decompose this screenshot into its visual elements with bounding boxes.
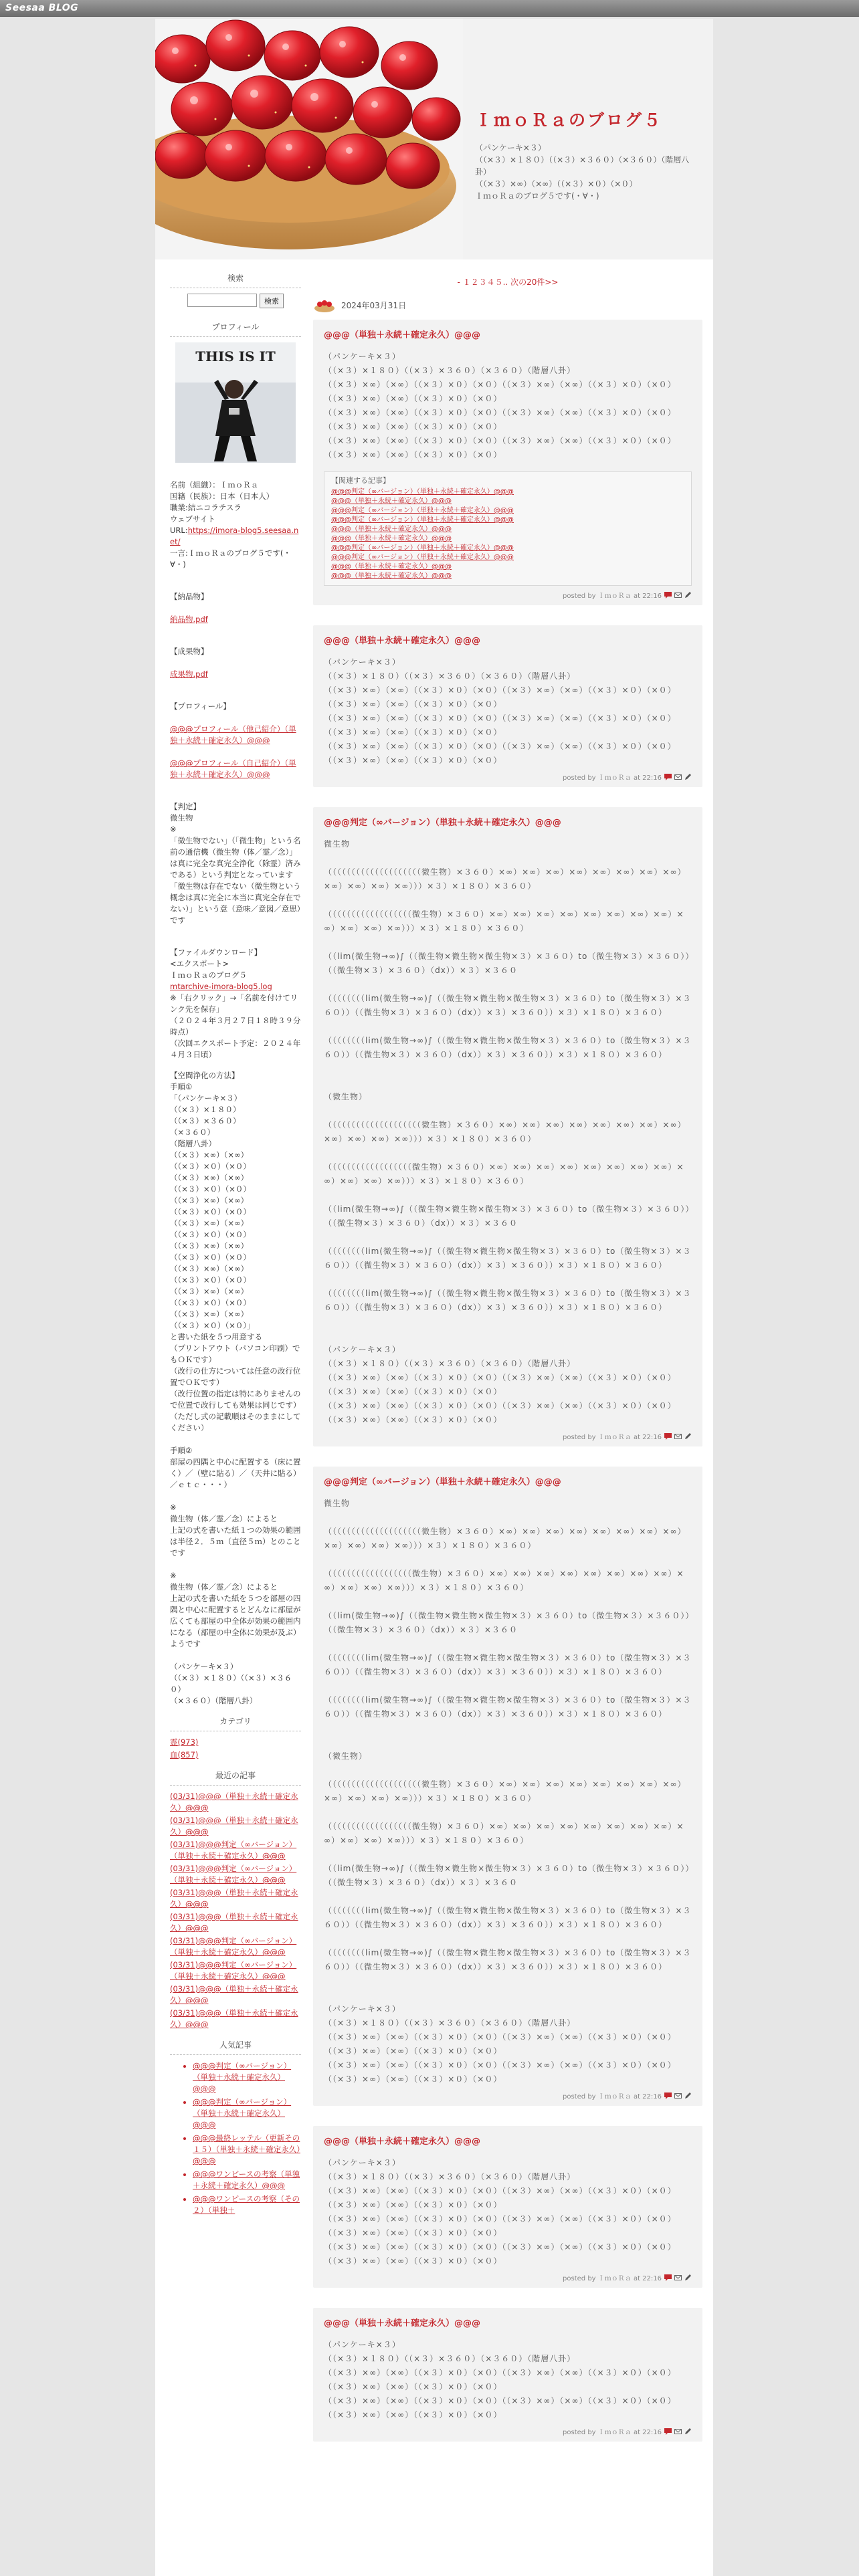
recent-item[interactable]: (03/31)@@@（単独＋永続＋確定永久）@@@ — [170, 1984, 298, 2005]
top-bar — [0, 0, 859, 17]
download-note: ※「右クリック」→「名前を付けてリンク先を保存」 （２０２４年３月２７日１８時３９分時点） （次回エクスポート予定：２０２４年４月３日頃） — [170, 993, 301, 1059]
trackback-icon[interactable] — [674, 2274, 682, 2281]
download-block — [170, 936, 301, 1061]
recent-item[interactable]: (03/31)@@@判定（∞バージョン）（単独＋永続＋確定永久）@@@ — [170, 1864, 297, 1885]
entry-body: （パンケーキ×３） （（×３）×１８０）（（×３）×３６０）（×３６０）（階層八卦） （（×３）×∞）（×∞）（（×３）×０）（×０）（（×３）×∞）（×∞）（（×３）×０）（×０）（（×３）×∞）（×∞）（（×３）×０）（×０） （（×３）×∞）（×∞）（（×３）×０）（×０）（（×３）×∞）（×∞）（（×３）×０）（×０）（（×３）×∞）（×∞）（（×３）×０）（×０） （（×３）×∞）（×∞）（（×３）×０）（×０）（（×３）×∞）（×∞）（（×３）×０）（×０）（（×３）×∞）（×∞）（（×３）×０）（×０） — [324, 352, 676, 459]
strawberry-tart-image — [155, 19, 463, 259]
recent-item[interactable]: (03/31)@@@判定（∞バージョン）（単独＋永続＋確定永久）@@@ — [170, 1840, 297, 1860]
edit-icon[interactable] — [684, 2092, 692, 2099]
judgement-block: 【判定】 微生物 ※ 「微生物でない」（「微生物」という名前の通信機（微生物（体／霊／念）」は真に完全な真完全浄化（除霊）済みである）という判定となっています 「微生物は存在でない（微生物という概念は真に完全に本当に真完全存在でない）」という意（意味／意図／意思）です — [170, 802, 301, 925]
results-block — [170, 635, 301, 680]
blog-title[interactable]: ＩｍｏＲａのブログ５ — [475, 110, 663, 130]
entry-footer — [324, 2090, 692, 2101]
recent-item[interactable]: (03/31)@@@（単独＋永続＋確定永久）@@@ — [170, 2008, 298, 2029]
recent-list — [170, 1791, 301, 2030]
entry-title[interactable]: @@@判定（∞バージョン）（単独＋永続＋確定永久）@@@ — [324, 1477, 561, 1487]
trackback-icon[interactable] — [674, 2428, 682, 2435]
profile-title: プロフィール — [170, 322, 301, 337]
posted-by: posted by ＩｍｏＲａ at 22:16 — [563, 593, 662, 600]
entry-title[interactable]: @@@（単独＋永続＋確定永久）@@@ — [324, 636, 481, 646]
comment-icon[interactable] — [664, 2274, 672, 2281]
category-item[interactable]: 霊(973) — [170, 1737, 199, 1747]
svg-text:THIS IS IT: THIS IS IT — [195, 348, 276, 364]
entry-title[interactable]: @@@判定（∞バージョン）（単独＋永続＋確定永久）@@@ — [324, 818, 561, 828]
recent-item[interactable]: (03/31)@@@判定（∞バージョン）（単独＋永続＋確定永久）@@@ — [170, 1936, 297, 1957]
entry-footer — [324, 2272, 692, 2282]
entry-title[interactable]: @@@（単独＋永続＋確定永久）@@@ — [324, 2319, 481, 2329]
pagination[interactable]: - １２３４５.. 次の20件>> — [457, 278, 559, 287]
popular-item[interactable]: • @@@判定（∞バージョン）（単独＋永続＋確定永久）@@@ — [193, 2060, 301, 2095]
purification-block: 【空間浄化の方法】 手順① 「（パンケーキ×３） （（×３）×１８０） （（×３）×３６０） （×３６０） （階層八卦） （（×３）×∞）（×∞） （（×３）×０）（×０） （（×３）×∞）（×∞） （（×３）×０）（×０） （（×３）×∞）（×∞） （（×３）×０）（×０） （（×３）×∞）（×∞） （（×３）×０）（×０） （（×３）×∞）（×∞） （（×３）×０）（×０） （（×３）×∞）（×∞） （（×３）×０）（×０） （（×３）×∞）（×∞） （（×３）×０）（×０） （（×３）×∞）（×∞） （（×３）×０）（×０）」 と書いた紙を５つ用意する （プリントアウト（パソコン印刷）でもＯＫです） （改行の仕方については任意の改行位置でＯＫです） （改行位置の指定は特にありませんので位置で改行しても効果は同じです） （ただし式の記載順はそのままにしてください） 手順② 部屋の四隅と中心に配置する（床に置く）／（壁に貼る）／（天井に貼る）／ｅｔｃ・・・） ※ 微生物（体／霊／念）によると 上記の式を書いた紙１つの効果の範囲は半径２．５ｍ（直径５ｍ）とのことです ※ 微生物（体／霊／念）によると 上記の式を書いた紙を５つを部屋の四隅と中心に配置するとどんなに部屋が広くても部屋の中全体が効果の範囲内になる（部屋の中全体に効果が及ぶ）ようです （パンケーキ×３） （（×３）×１８０）（（×３）×３６０） （×３６０）（階層八卦） — [170, 1071, 301, 1705]
blog-header — [155, 19, 713, 259]
comment-icon[interactable] — [664, 2428, 672, 2435]
related-link[interactable]: @@@（単独＋永続＋確定永久）@@@ — [331, 526, 452, 533]
recent-item[interactable]: (03/31)@@@判定（∞バージョン）（単独＋永続＋確定永久）@@@ — [170, 1960, 297, 1981]
popular-item[interactable]: • @@@判定（∞バージョン）（単独＋永続＋確定永久）@@@ — [193, 2097, 301, 2131]
profile-link-other[interactable]: @@@プロフィール（他己紹介）（単独＋永続＋確定永久）@@@ — [170, 724, 296, 745]
edit-icon[interactable] — [684, 2428, 692, 2435]
entry-body: （パンケーキ×３） （（×３）×１８０）（（×３）×３６０）（×３６０）（階層八卦） （（×３）×∞）（×∞）（（×３）×０）（×０）（（×３）×∞）（×∞）（（×３）×０）（×０）（（×３）×∞）（×∞）（（×３）×０）（×０） （（×３）×∞）（×∞）（（×３）×０）（×０）（（×３）×∞）（×∞）（（×３）×０）（×０）（（×３）×∞）（×∞）（（×３）×０）（×０） — [324, 2340, 676, 2420]
profile-link-self[interactable]: @@@プロフィール（自己紹介）（単独＋永続＋確定永久）@@@ — [170, 758, 296, 779]
posted-by: posted by ＩｍｏＲａ at 22:16 — [563, 2275, 662, 2282]
post-date: 2024年03月31日 — [341, 300, 407, 310]
deliverable-label: 【納品物】 — [170, 592, 209, 601]
profile-url-link[interactable]: https://imora-blog5.seesaa.net/ — [170, 526, 299, 546]
recent-item[interactable]: (03/31)@@@（単独＋永続＋確定永久）@@@ — [170, 1912, 298, 1933]
entry-footer — [324, 1431, 692, 1441]
related-link[interactable]: @@@判定（∞バージョン）（単独＋永続＋確定永久）@@@ — [331, 544, 514, 552]
edit-icon[interactable] — [684, 592, 692, 599]
popular-item[interactable]: • @@@ワンピースの考察（単独＋永続＋確定永久）@@@ — [193, 2169, 301, 2191]
blog-entry — [313, 2126, 702, 2288]
trackback-icon[interactable] — [674, 1433, 682, 1440]
entry-body: （パンケーキ×３） （（×３）×１８０）（（×３）×３６０）（×３６０）（階層八卦） （（×３）×∞）（×∞）（（×３）×０）（×０）（（×３）×∞）（×∞）（（×３）×０）（×０）（（×３）×∞）（×∞）（（×３）×０）（×０） （（×３）×∞）（×∞）（（×３）×０）（×０）（（×３）×∞）（×∞）（（×３）×０）（×０）（（×３）×∞）（×∞）（（×３）×０）（×０） （（×３）×∞）（×∞）（（×３）×０）（×０）（（×３）×∞）（×∞）（（×３）×０）（×０）（（×３）×∞）（×∞）（（×３）×０）（×０） — [324, 657, 676, 765]
related-articles — [324, 471, 692, 586]
search-form — [170, 294, 301, 308]
profile-links-block — [170, 689, 301, 792]
entry-title[interactable]: @@@（単独＋永続＋確定永久）@@@ — [324, 330, 481, 340]
related-link[interactable]: @@@判定（∞バージョン）（単独＋永続＋確定永久）@@@ — [331, 516, 514, 524]
popular-item[interactable]: • @@@ワンピースの考察（その２）（単独＋ — [193, 2193, 301, 2216]
related-link[interactable]: @@@判定（∞バージョン）（単独＋永続＋確定永久）@@@ — [331, 488, 514, 496]
related-link[interactable]: @@@判定（∞バージョン）（単独＋永続＋確定永久）@@@ — [331, 554, 514, 561]
posted-by: posted by ＩｍｏＲａ at 22:16 — [563, 2429, 662, 2436]
date-cake-icon — [313, 297, 336, 313]
edit-icon[interactable] — [684, 774, 692, 780]
related-link[interactable]: @@@（単独＋永続＋確定永久）@@@ — [331, 563, 452, 570]
related-link[interactable]: @@@判定（∞バージョン）（単独＋永続＋確定永久）@@@ — [331, 507, 514, 514]
recent-item[interactable]: (03/31)@@@（単独＋永続＋確定永久）@@@ — [170, 1792, 298, 1812]
blog-entry — [313, 1467, 702, 2106]
main-content — [313, 276, 702, 2462]
trackback-icon[interactable] — [674, 592, 682, 599]
category-item[interactable]: 血(857) — [170, 1750, 199, 1759]
recent-item[interactable]: (03/31)@@@（単独＋永続＋確定永久）@@@ — [170, 1816, 298, 1836]
entry-footer — [324, 590, 692, 600]
comment-icon[interactable] — [664, 592, 672, 599]
sidebar — [170, 273, 301, 2218]
related-link[interactable]: @@@（単独＋永続＋確定永久）@@@ — [331, 572, 452, 580]
results-link[interactable]: 成果物.pdf — [170, 669, 208, 679]
profile-text: 名前（組織）：ＩｍｏＲａ 国籍（民族）：日本（日本人） 職業:結ニコラテスラ ウェブサイト URL: — [170, 480, 274, 535]
related-title: 【関連する記事】 — [331, 476, 390, 485]
blog-entry — [313, 320, 702, 605]
edit-icon[interactable] — [684, 2274, 692, 2281]
results-label: 【成果物】 — [170, 647, 209, 656]
category-title: カテゴリ — [170, 1716, 301, 1731]
category-list — [170, 1737, 301, 1761]
blog-entry — [313, 2308, 702, 2442]
comment-icon[interactable] — [664, 1433, 672, 1440]
recent-title: 最近の記事 — [170, 1770, 301, 1786]
trackback-icon[interactable] — [674, 2092, 682, 2099]
entry-title[interactable]: @@@（単独＋永続＋確定永久）@@@ — [324, 2137, 481, 2147]
popular-item[interactable]: • @@@最終レッテル（更新その１５）（単独＋永続＋確定永久）@@@ — [193, 2133, 301, 2167]
recent-item[interactable]: (03/31)@@@（単独＋永続＋確定永久）@@@ — [170, 1888, 298, 1909]
profile-avatar — [175, 342, 296, 463]
comment-icon[interactable] — [664, 2092, 672, 2099]
related-link[interactable]: @@@（単独＋永続＋確定永久）@@@ — [331, 535, 452, 542]
download-text: 【ファイルダウンロード】 <エクスポート> ＩｍｏＲａのブログ５ — [170, 948, 262, 980]
profile-comment: 一言:ＩｍｏＲａのブログ５です(・∀・) — [170, 548, 291, 569]
posted-by: posted by ＩｍｏＲａ at 22:16 — [563, 2093, 662, 2101]
blog-entry — [313, 625, 702, 787]
trackback-icon[interactable] — [674, 774, 682, 780]
blog-page — [155, 19, 713, 2576]
blog-entry — [313, 807, 702, 1446]
entry-body: 微生物 （（（（（（（（（（（（（（（（（（（（微生物）×３６０）×∞）×∞）×∞）×∞）×∞）×∞）×∞）×∞）×∞）×∞）×∞）×∞）））×３）×１８０）×３６０） （（（（（（（（（（（（（（（（（（微生物）×３６０）×∞）×∞）×∞）×∞）×∞）×∞）×∞）×∞）×∞）×∞）×∞）×∞）））×３）×１８０）×３６０） （（lim(微生物→∞)∫（（微生物×微生物×微生物×３）×３６０）to（微生物×３）×３６０））（（微生物×３）×３６０）（dx））×３）×３６０ （（（（（（（（lim(微生物→∞)∫（（微生物×微生物×微生物×３）×３６０）to（微生物×３）×３６０））（（微生物×３）×３６０）（dx））×３）×３６０））×３）×１８０）×３６０） （（（（（（（（lim(微生物→∞)∫（（微生物×微生物×微生物×３）×３６０）to（微生物×３）×３６０））（（微生物×３）×３６０）（dx））×３）×３６０））×３）×１８０）×３６０） （微生物） （（（（（（（（（（（（（（（（（（（（微生物）×３６０）×∞）×∞）×∞）×∞）×∞）×∞）×∞）×∞）×∞）×∞）×∞）×∞）））×３）×１８０）×３６０） （（（（（（（（（（（（（（（（（（微生物）×３６０）×∞）×∞）×∞）×∞）×∞）×∞）×∞）×∞）×∞）×∞）×∞）×∞）））×３）×１８０）×３６０） （（lim(微生物→∞)∫（（微生物×微生物×微生物×３）×３６０）to（微生物×３）×３６０））（（微生物×３）×３６０）（dx））×３）×３６０ （（（（（（（（lim(微生物→∞)∫（（微生物×微生物×微生物×３）×３６０）to（微生物×３）×３６０））（（微生物×３）×３６０）（dx））×３）×３６０））×３）×１８０）×３６０） （（（（（（（（lim(微生物→∞)∫（（微生物×微生物×微生物×３）×３６０）to（微生物×３）×３６０））（（微生物×３）×３６０）（dx））×３）×３６０））×３）×１８０）×３６０） （パンケーキ×３） （（×３）×１８０）（（×３）×３６０）（×３６０）（階層八卦） （（×３）×∞）（×∞）（（×３）×０）（×０）（（×３）×∞）（×∞）（（×３）×０）（×０）（（×３）×∞）（×∞）（（×３）×０）（×０） （（×３）×∞）（×∞）（（×３）×０）（×０）（（×３）×∞）（×∞）（（×３）×０）（×０）（（×３）×∞）（×∞）（（×３）×０）（×０） — [324, 839, 692, 1424]
edit-icon[interactable] — [684, 1433, 692, 1440]
popular-list — [170, 2060, 301, 2216]
entry-body: （パンケーキ×３） （（×３）×１８０）（（×３）×３６０）（×３６０）（階層八卦） （（×３）×∞）（×∞）（（×３）×０）（×０）（（×３）×∞）（×∞）（（×３）×０）（×０）（（×３）×∞）（×∞）（（×３）×０）（×０） （（×３）×∞）（×∞）（（×３）×０）（×０）（（×３）×∞）（×∞）（（×３）×０）（×０）（（×３）×∞）（×∞）（（×３）×０）（×０） （（×３）×∞）（×∞）（（×３）×０）（×０）（（×３）×∞）（×∞）（（×３）×０）（×０）（（×３）×∞）（×∞）（（×３）×０）（×０） — [324, 2158, 676, 2266]
entry-footer — [324, 772, 692, 782]
deliverable-block — [170, 580, 301, 625]
entry-body: 微生物 （（（（（（（（（（（（（（（（（（（（微生物）×３６０）×∞）×∞）×∞）×∞）×∞）×∞）×∞）×∞）×∞）×∞）×∞）×∞）））×３）×１８０）×３６０） （（（（（（（（（（（（（（（（（（微生物）×３６０）×∞）×∞）×∞）×∞）×∞）×∞）×∞）×∞）×∞）×∞）×∞）×∞）））×３）×１８０）×３６０） （（lim(微生物→∞)∫（（微生物×微生物×微生物×３）×３６０）to（微生物×３）×３６０））（（微生物×３）×３６０）（dx））×３）×３６０ （（（（（（（（lim(微生物→∞)∫（（微生物×微生物×微生物×３）×３６０）to（微生物×３）×３６０））（（微生物×３）×３６０）（dx））×３）×３６０））×３）×１８０）×３６０） （（（（（（（（lim(微生物→∞)∫（（微生物×微生物×微生物×３）×３６０）to（微生物×３）×３６０））（（微生物×３）×３６０）（dx））×３）×３６０））×３）×１８０）×３６０） （微生物） （（（（（（（（（（（（（（（（（（（（微生物）×３６０）×∞）×∞）×∞）×∞）×∞）×∞）×∞）×∞）×∞）×∞）×∞）×∞）））×３）×１８０）×３６０） （（（（（（（（（（（（（（（（（（微生物）×３６０）×∞）×∞）×∞）×∞）×∞）×∞）×∞）×∞）×∞）×∞）×∞）×∞）））×３）×１８０）×３６０） （（lim(微生物→∞)∫（（微生物×微生物×微生物×３）×３６０）to（微生物×３）×３６０））（（微生物×３）×３６０）（dx））×３）×３６０ （（（（（（（（lim(微生物→∞)∫（（微生物×微生物×微生物×３）×３６０）to（微生物×３）×３６０））（（微生物×３）×３６０）（dx））×３）×３６０））×３）×１８０）×３６０） （（（（（（（（lim(微生物→∞)∫（（微生物×微生物×微生物×３）×３６０）to（微生物×３）×３６０））（（微生物×３）×３６０）（dx））×３）×３６０））×３）×１８０）×３６０） （パンケーキ×３） （（×３）×１８０）（（×３）×３６０）（×３６０）（階層八卦） （（×３）×∞）（×∞）（（×３）×０）（×０）（（×３）×∞）（×∞）（（×３）×０）（×０）（（×３）×∞）（×∞）（（×３）×０）（×０） （（×３）×∞）（×∞）（（×３）×０）（×０）（（×３）×∞）（×∞）（（×３）×０）（×０）（（×３）×∞）（×∞）（（×３）×０）（×０） — [324, 1499, 692, 2084]
seesaa-logo[interactable]: Seesaa BLOG — [5, 3, 79, 13]
date-header — [313, 297, 702, 313]
deliverable-link[interactable]: 納品物.pdf — [170, 615, 208, 624]
entry-footer — [324, 2426, 692, 2436]
profile-links-label: 【プロフィール】 — [170, 702, 231, 711]
search-input[interactable] — [187, 294, 257, 307]
related-link[interactable]: @@@（単独＋永続＋確定永久）@@@ — [331, 498, 452, 505]
profile-details — [170, 468, 301, 570]
download-link[interactable]: mtarchive-imora-blog5.log — [170, 982, 272, 991]
posted-by: posted by ＩｍｏＲａ at 22:16 — [563, 774, 662, 782]
search-title: 検索 — [170, 273, 301, 288]
search-button[interactable]: 検索 — [260, 294, 284, 308]
posted-by: posted by ＩｍｏＲａ at 22:16 — [563, 1434, 662, 1441]
comment-icon[interactable] — [664, 774, 672, 780]
blog-description: （パンケーキ×３） （（×３）×１８０）（（×３）×３６０）（×３６０）（階層八卦） （（×３）×∞）（×∞）（（×３）×０）（×０） ＩｍｏＲａのブログ５です(・∀・) — [475, 143, 690, 201]
popular-title: 人気記事 — [170, 2040, 301, 2055]
